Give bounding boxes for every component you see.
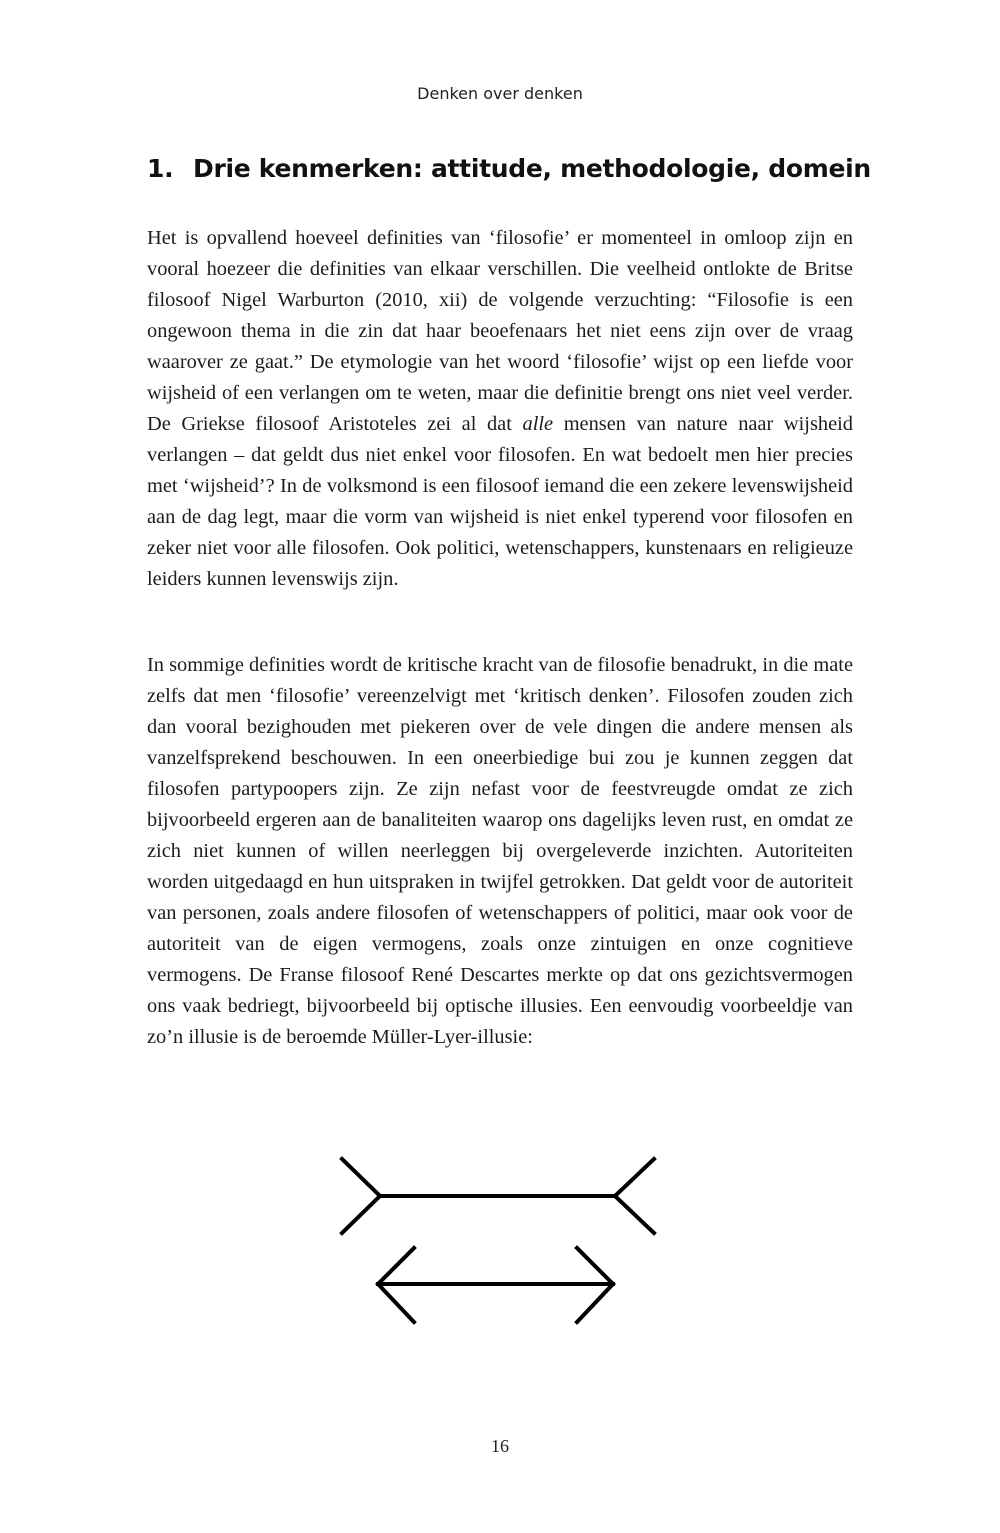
top-left-fin-upper bbox=[342, 1159, 380, 1196]
paragraph-1-part-2: mensen van nature naar wijsheid verlangen – dat geldt dus niet enkel voor filosofen. En wat bedoelt men hier precies met ‘wijsheid’? In de volksmond is een filosoof iemand die een zekere levenswijsheid aan de dag legt, maar die vorm van wijsheid is niet enkel typerend voor filosofen en zeker niet voor alle filosofen. Ook politici, wetenschappers, kunstenaars en religieuze leiders kunnen levenswijs zijn. bbox=[147, 413, 853, 590]
section-title: Drie kenmerken: attitude, methodologie, domein bbox=[193, 154, 871, 183]
bottom-right-fin-upper bbox=[577, 1248, 613, 1284]
bottom-left-fin-upper bbox=[378, 1248, 414, 1284]
running-header: Denken over denken bbox=[417, 84, 583, 103]
emphasis-alle: alle bbox=[522, 413, 554, 435]
paragraph-1 bbox=[147, 223, 853, 595]
paragraph-1-part-1: Het is opvallend hoeveel definities van ‘filosofie’ er momenteel in omloop zijn en vooral hoezeer die definities van elkaar verschillen. Die veelheid ontlokte de Britse filosoof Nigel Warburton (2010, xii) de volgende verzuchting: “Filosofie is een ongewoon thema in die zin dat haar beoefenaars het niet eens zijn over de vraag waarover ze gaat.” De etymologie van het woord ‘filosofie’ wijst op een liefde voor wijsheid of een verlangen om te weten, maar die definitie brengt ons niet veel verder. De Griekse filosoof Aristoteles zei al dat bbox=[147, 227, 853, 435]
muller-lyer-figure bbox=[330, 1150, 670, 1340]
top-left-fin-lower bbox=[342, 1196, 380, 1233]
paragraph-2: In sommige definities wordt de kritische kracht van de filosofie benadrukt, in die mate zelfs dat men ‘filosofie’ vereenzelvigt met ‘kritisch denken’. Filosofen zouden zich dan vooral bezighouden met piekeren over de vele dingen die andere mensen als vanzelfsprekend beschouwen. In een oneerbiedige bui zou je kunnen zeggen dat filosofen partypoopers zijn. Ze zijn nefast voor de feestvreugde omdat ze zich bijvoorbeeld ergeren aan de banaliteiten waarop ons dagelijks leven rust, en omdat ze zich niet kunnen of willen neerleggen bij overgeleverde inzichten. Autoriteiten worden uitgedaagd en hun uitspraken in twijfel getrokken. Dat geldt voor de autoriteit van personen, zoals andere filosofen of wetenschappers of politici, maar ook voor de autoriteit van de eigen vermogens, zoals onze zintuigen en onze cognitieve vermogens. De Franse filosoof René Descartes merkte op dat ons gezichtsvermogen ons vaak bedriegt, bijvoorbeeld bij optische illusies. Een eenvoudig voorbeeldje van zo’n illusie is de beroemde Müller-Lyer-illusie: bbox=[147, 654, 853, 1048]
top-line-outward-fins bbox=[342, 1159, 654, 1233]
bottom-left-fin-lower bbox=[378, 1284, 414, 1322]
top-right-fin-lower bbox=[615, 1196, 654, 1233]
top-right-fin-upper bbox=[615, 1159, 654, 1196]
bottom-line-inward-fins bbox=[378, 1248, 613, 1322]
section-number: 1. bbox=[147, 154, 174, 183]
bottom-right-fin-lower bbox=[577, 1284, 613, 1322]
page-number: 16 bbox=[491, 1436, 509, 1456]
section-heading bbox=[147, 154, 871, 183]
